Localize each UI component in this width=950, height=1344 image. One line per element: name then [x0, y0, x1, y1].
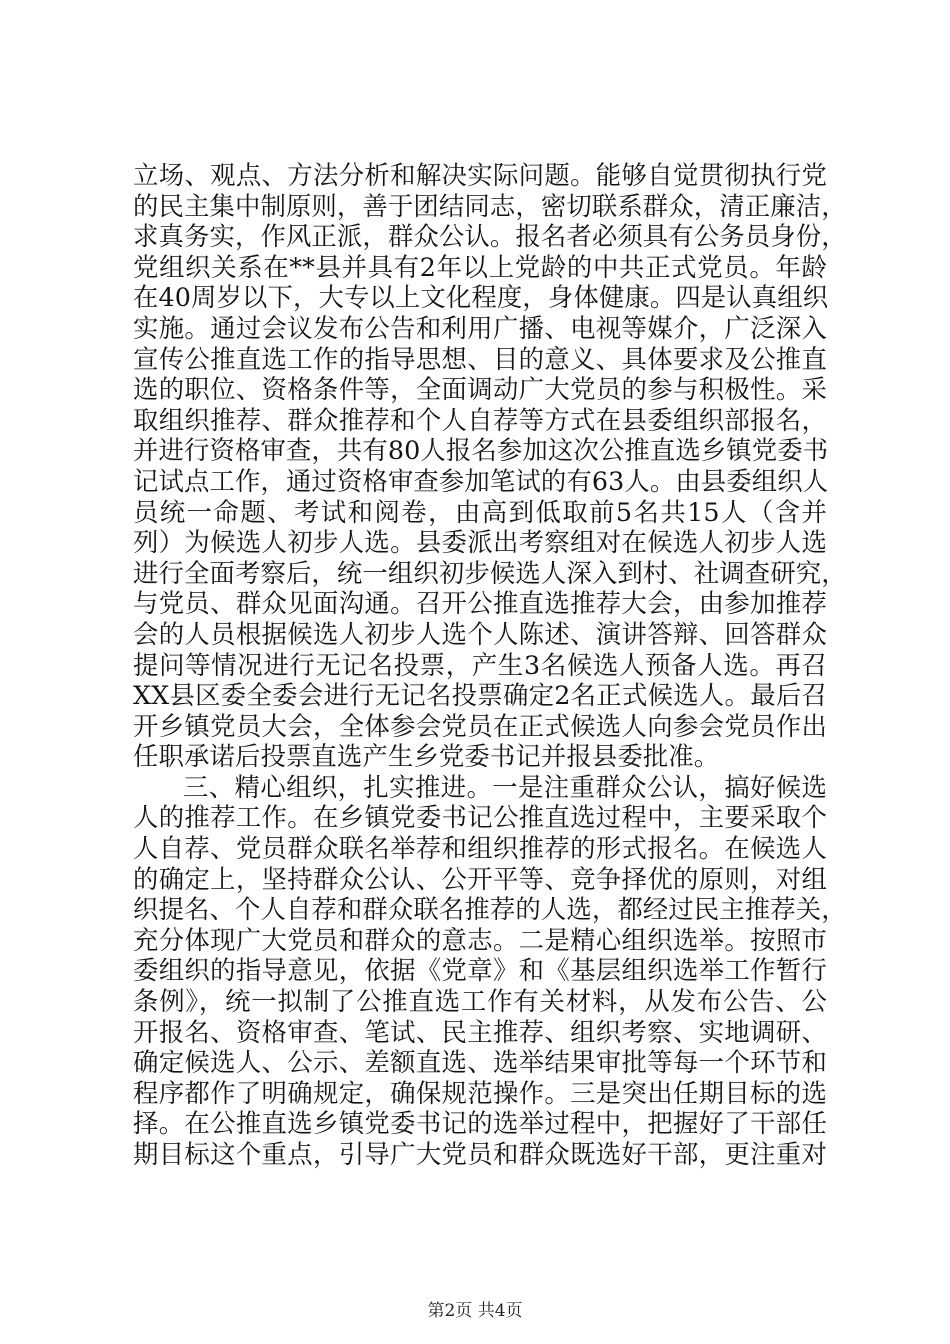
text-line: 确定候选人、公示、差额直选、选举结果审批等每一个环节和 — [133, 1047, 827, 1078]
text-line: 立场、观点、方法分析和解决实际问题。能够自觉贯彻执行党 — [133, 160, 827, 190]
text-line: 宣传公推直选工作的指导思想、目的意义、具体要求及公推直 — [133, 343, 827, 374]
text-line: 进行全面考察后，统一组织初步候选人深入到村、社调查研究， — [133, 557, 847, 588]
text-line: XX县区委全委会进行无记名投票确定2名正式候选人。最后召 — [133, 680, 827, 711]
text-line: 记试点工作，通过资格审查参加笔试的有63人。由县委组织人 — [133, 465, 829, 496]
text-line: 员统一命题、考试和阅卷，由高到低取前5名共15人（含并 — [133, 496, 827, 527]
body-text — [133, 160, 847, 1170]
text-line: 在40周岁以下，大专以上文化程度，身体健康。四是认真组织 — [133, 282, 829, 313]
text-line: 的民主集中制原则，善于团结同志，密切联系群众，清正廉洁， — [133, 190, 847, 221]
text-line: 任职承诺后投票直选产生乡党委书记并报县委批准。 — [133, 741, 720, 772]
text-line: 条例》，统一拟制了公推直选工作有关材料，从发布公告、公 — [133, 986, 827, 1017]
text-line: 开乡镇党员大会，全体参会党员在正式候选人向参会党员作出 — [133, 710, 827, 741]
text-line: 会的人员根据候选人初步人选个人陈述、演讲答辩、回答群众 — [133, 618, 827, 649]
text-line: 开报名、资格审查、笔试、民主推荐、组织考察、实地调研、 — [133, 1016, 827, 1047]
text-line: 提问等情况进行无记名投票，产生3名候选人预备人选。再召 — [133, 649, 827, 680]
text-line: 期目标这个重点，引导广大党员和群众既选好干部，更注重对 — [133, 1139, 827, 1169]
text-line: 实施。通过会议发布公告和利用广播、电视等媒介，广泛深入 — [133, 312, 827, 343]
text-line: 程序都作了明确规定，确保规范操作。三是突出任期目标的选 — [133, 1077, 827, 1108]
text-line: 织提名、个人自荐和群众联名推荐的人选，都经过民主推荐关， — [133, 894, 847, 925]
text-line: 党组织关系在**县并具有2年以上党龄的中共正式党员。年龄 — [133, 251, 827, 282]
paragraph-start-line: 三、精心组织，扎实推进。一是注重群众公认，搞好候选 — [183, 771, 827, 802]
text-line: 与党员、群众见面沟通。召开公推直选推荐大会，由参加推荐 — [133, 588, 827, 619]
text-line: 选的职位、资格条件等，全面调动广大党员的参与积极性。采 — [133, 374, 827, 405]
text-line: 取组织推荐、群众推荐和个人自荐等方式在县委组织部报名， — [133, 404, 827, 435]
page-number-footer: 第2页 共4页 — [427, 1301, 523, 1321]
text-line: 并进行资格审查，共有80人报名参加这次公推直选乡镇党委书 — [133, 435, 829, 466]
text-line: 择。在公推直选乡镇党委书记的选举过程中，把握好了干部任 — [133, 1108, 827, 1139]
text-line: 充分体现广大党员和群众的意志。二是精心组织选举。按照市 — [133, 924, 827, 955]
text-line: 的确定上，坚持群众公认、公开平等、竞争择优的原则，对组 — [133, 863, 827, 894]
text-line: 人自荐、党员群众联名举荐和组织推荐的形式报名。在候选人 — [133, 833, 827, 864]
text-line: 人的推荐工作。在乡镇党委书记公推直选过程中，主要采取个 — [133, 802, 827, 833]
text-line: 求真务实，作风正派，群众公认。报名者必须具有公务员身份， — [133, 221, 847, 252]
text-line: 委组织的指导意见，依据《党章》和《基层组织选举工作暂行 — [133, 955, 827, 986]
text-line: 列）为候选人初步人选。县委派出考察组对在候选人初步人选 — [133, 527, 827, 558]
